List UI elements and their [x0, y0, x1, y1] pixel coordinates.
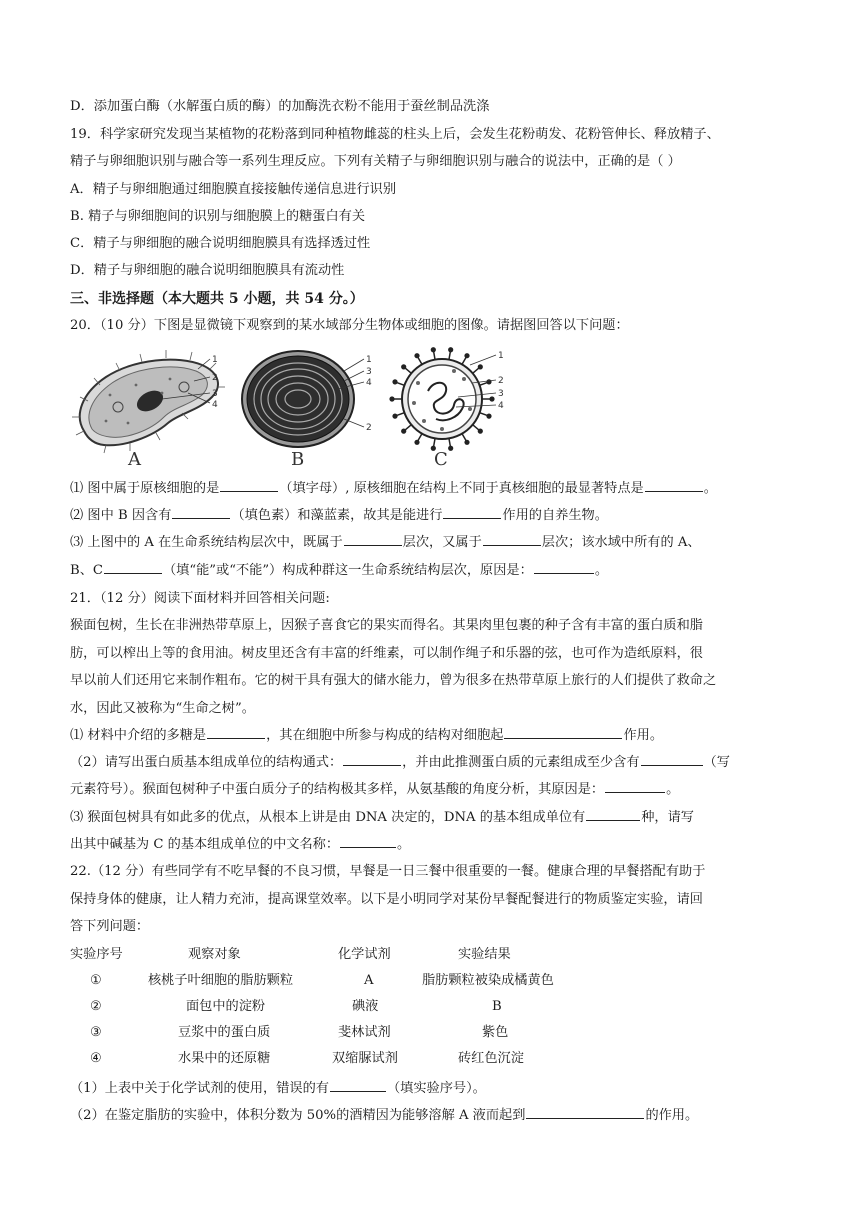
spike-tip — [486, 379, 491, 384]
column-header: 化学试剂 — [338, 947, 391, 962]
answer-blank[interactable] — [641, 753, 703, 766]
spike-tip — [414, 440, 419, 445]
section-title-part: 小题，共 — [238, 291, 305, 307]
answer-blank[interactable] — [220, 479, 278, 492]
answer-blank[interactable] — [104, 561, 162, 574]
spike-tip — [431, 347, 436, 352]
answer-blank[interactable] — [207, 726, 265, 739]
label-2: 2 — [498, 376, 504, 386]
q21-part2 — [70, 753, 804, 773]
spike-tip — [478, 429, 483, 434]
label-4: 4 — [212, 400, 218, 410]
spike-tip — [401, 364, 406, 369]
table-cell: ④ — [90, 1051, 102, 1066]
q22-stem-line2: 保持身体的健康，让人精力充沛，提高课堂效率。以下是小明同学对某份早餐配餐进行的物质鉴定实验，请回 — [70, 892, 703, 907]
label-2: 2 — [212, 373, 218, 383]
cyanobacterium-figure — [240, 345, 380, 470]
table-row — [70, 1048, 630, 1074]
q21-part2-text: （写 — [703, 755, 730, 770]
q19-stem-line1: 19．科学家研究发现当某植物的花粉落到同种植物雌蕊的柱头上后，会发生花粉萌发、花粉管伸长、释放精子、 — [70, 127, 720, 142]
label-3: 3 — [498, 389, 504, 399]
question-count: 5 — [228, 291, 239, 307]
q21-part2-cont — [70, 780, 804, 800]
answer-blank[interactable] — [343, 753, 401, 766]
paramecium-figure — [70, 345, 230, 470]
figure-b-label: B — [291, 449, 305, 470]
q20-part3-text: （填“能”或“不能”）构成种群这一生命系统结构层次，原因是： — [162, 563, 533, 578]
table-row — [70, 1022, 630, 1048]
q21-part1 — [70, 726, 804, 746]
spike-tip — [448, 446, 453, 451]
table-header-row — [70, 944, 630, 970]
spike-tip — [392, 414, 397, 419]
table-cell: 水果中的还原糖 — [178, 1051, 271, 1066]
answer-blank[interactable] — [534, 561, 594, 574]
q22-part1-text: （1）上表中关于化学试剂的使用，错误的有 — [70, 1081, 329, 1096]
q20-part3-cont — [70, 561, 804, 581]
q20-part3-text: 层次，又属于 — [402, 535, 482, 550]
q22-part2-text: （2）在鉴定脂肪的实验中，体积分数为 50%的酒精因为能够溶解 A 液而起到 — [70, 1108, 526, 1123]
table-cell: 碘液 — [352, 999, 379, 1014]
answer-blank[interactable] — [605, 780, 665, 793]
spike-tip — [414, 353, 419, 358]
q20-part1 — [70, 479, 804, 499]
answer-blank[interactable] — [526, 1106, 644, 1119]
table-cell: ① — [90, 973, 102, 988]
q21-part3 — [70, 808, 804, 828]
label-3: 3 — [212, 389, 218, 399]
q21-part1-text: ，其在细胞中所参与构成的结构对细胞起 — [266, 728, 504, 743]
total-points: 54 — [304, 291, 324, 307]
answer-blank[interactable] — [330, 1079, 386, 1092]
table-cell: 斐林试剂 — [338, 1025, 391, 1040]
q21-material-line1: 猴面包树，生长在非洲热带草原上，因猴子喜食它的果实而得名。其果肉里包裹的种子含有丰富的蛋白质和脂 — [70, 618, 703, 633]
experiment-table — [70, 944, 630, 1074]
q20-part2-text: 作用的自养生物。 — [502, 508, 608, 523]
q21-part3-text: ⑶ 猴面包树具有如此多的优点，从根本上讲是由 DNA 决定的，DNA 的基本组成单位有 — [70, 810, 586, 825]
q22-part1 — [70, 1079, 804, 1099]
q20-part3 — [70, 533, 804, 553]
table-cell: 核桃子叶细胞的脂肪颗粒 — [148, 973, 294, 988]
table-cell: 砖红色沉淀 — [458, 1051, 524, 1066]
q21-part2-text: ，并由此推测蛋白质的元素组成至少含有 — [402, 755, 640, 770]
column-header: 实验序号 — [70, 947, 123, 962]
q22-part2-text: 的作用。 — [645, 1108, 699, 1123]
answer-blank[interactable] — [483, 533, 541, 546]
q20-part1-text: 。 — [703, 481, 717, 496]
spike-tip — [389, 396, 394, 401]
q19-option-c: C．精子与卵细胞的融合说明细胞膜具有选择透过性 — [70, 236, 371, 251]
q21-material-line3: 早以前人们还用它来制作粗布。它的树干具有强大的储水能力，曾为很多在热带草原上旅行的人们提供了救命之 — [70, 673, 717, 688]
q19-option-b: B. 精子与卵细胞间的识别与细胞膜上的糖蛋白有关 — [70, 209, 366, 224]
q22-part2 — [70, 1106, 804, 1126]
column-header: 实验结果 — [458, 947, 511, 962]
answer-blank[interactable] — [443, 506, 501, 519]
table-cell: 脂肪颗粒被染成橘黄色 — [422, 973, 554, 988]
q21-part1-text: 作用。 — [623, 728, 664, 743]
answer-blank[interactable] — [172, 506, 230, 519]
table-cell: ② — [90, 999, 102, 1014]
table-cell: A — [364, 973, 374, 988]
spike-tip — [392, 379, 397, 384]
q19-option-a: A．精子与卵细胞通过细胞膜直接接触传递信息进行识别 — [70, 182, 397, 197]
figure-a-label: A — [128, 449, 141, 470]
q21-part3-cont — [70, 835, 804, 855]
label-2: 2 — [366, 423, 372, 433]
q20-figure — [70, 345, 510, 470]
q18-option-d: D．添加蛋白酶（水解蛋白质的酶）的加酶洗衣粉不能用于蚕丝制品洗涤 — [70, 99, 490, 114]
table-cell: 双缩脲试剂 — [332, 1051, 398, 1066]
q20-part2-text: （填色素）和藻蓝素，故其是能进行 — [231, 508, 443, 523]
section-3-title — [70, 289, 804, 309]
q20-part3-text: ⑶ 上图中的 A 在生命系统结构层次中，既属于 — [70, 535, 343, 550]
q19-stem-line2: 精子与卵细胞识别与融合等一系列生理反应。下列有关精子与卵细胞识别与融合的说法中，正确的是（ ） — [70, 154, 681, 169]
section-title-part: 三、非选择题（本大题共 — [70, 291, 229, 307]
table-cell: ③ — [90, 1025, 102, 1040]
label-1: 1 — [366, 355, 372, 365]
q22-stem-line3: 答下列问题： — [70, 919, 150, 934]
label-3: 3 — [366, 367, 372, 377]
spike-tip — [448, 347, 453, 352]
spike-tip — [401, 429, 406, 434]
label-4: 4 — [498, 401, 504, 411]
q20-part2-text: ⑵ 图中 B 因含有 — [70, 508, 172, 523]
q21-part3-text: 出其中碱基为 C 的基本组成单位的中文名称： — [70, 837, 340, 852]
table-row — [70, 996, 630, 1022]
q20-part1-text: （填字母）, 原核细胞在结构上不同于真核细胞的最显著特点是 — [279, 481, 644, 496]
spike-tip — [486, 414, 491, 419]
q19-option-d: D．精子与卵细胞的融合说明细胞膜具有流动性 — [70, 263, 345, 278]
q20-part3-text: 层次；该水域中所有的 A、 — [541, 535, 701, 550]
section-title-part: 分。） — [323, 291, 364, 307]
q20-part1-text: ⑴ 图中属于原核细胞的是 — [70, 481, 220, 496]
answer-blank[interactable] — [340, 835, 396, 848]
spike-tip — [464, 440, 469, 445]
bacterium-figure — [384, 345, 514, 470]
q21-material-line4: 水，因此又被称为“生命之树”。 — [70, 701, 255, 716]
label-1: 1 — [498, 351, 504, 361]
q21-material-line2: 肪，可以榨出上等的食用油。树皮里还含有丰富的纤维素，可以制作绳子和乐器的弦，也可作为造纸原料，很 — [70, 646, 703, 661]
table-row — [70, 970, 630, 996]
q22-part1-text: （填实验序号）。 — [386, 1081, 486, 1096]
q21-part2-text: （2）请写出蛋白质基本组成单位的结构通式： — [70, 755, 343, 770]
q21-part3-text: 。 — [397, 837, 411, 852]
answer-blank[interactable] — [344, 533, 402, 546]
q20-part2 — [70, 506, 804, 526]
label-1: 1 — [212, 355, 218, 365]
q21-part3-text: 种，请写 — [641, 810, 694, 825]
table-cell: 面包中的淀粉 — [186, 999, 266, 1014]
q21-part2-text: 元素符号）。猴面包树种子中蛋白质分子的结构极其多样，从氨基酸的角度分析，其原因是： — [70, 782, 605, 797]
q20-stem: 20．（10 分）下图是显微镜下观察到的某水域部分生物体或细胞的图像。请据图回答以下问题： — [70, 318, 629, 333]
spike-tip — [478, 364, 483, 369]
column-header: 观察对象 — [188, 947, 241, 962]
label-4: 4 — [366, 378, 372, 388]
q21-part2-text: 。 — [666, 782, 680, 797]
answer-blank[interactable] — [504, 726, 622, 739]
spike-tip — [464, 353, 469, 358]
spike-tip — [489, 396, 494, 401]
q20-part3-text: B、C — [70, 563, 103, 578]
q21-stem: 21．（12 分）阅读下面材料并回答相关问题: — [70, 591, 330, 606]
table-cell: B — [492, 999, 502, 1014]
figure-c-label: C — [434, 449, 448, 470]
answer-blank[interactable] — [645, 479, 703, 492]
q22-stem-line1: 22.（12 分）有些同学有不吃早餐的不良习惯，早餐是一日三餐中很重要的一餐。健康合理的早餐搭配有助于 — [70, 864, 706, 879]
table-cell: 紫色 — [482, 1025, 509, 1040]
answer-blank[interactable] — [586, 808, 640, 821]
table-cell: 豆浆中的蛋白质 — [178, 1025, 271, 1040]
q20-part3-text: 。 — [594, 563, 608, 578]
q21-part1-text: ⑴ 材料中介绍的多糖是 — [70, 728, 207, 743]
